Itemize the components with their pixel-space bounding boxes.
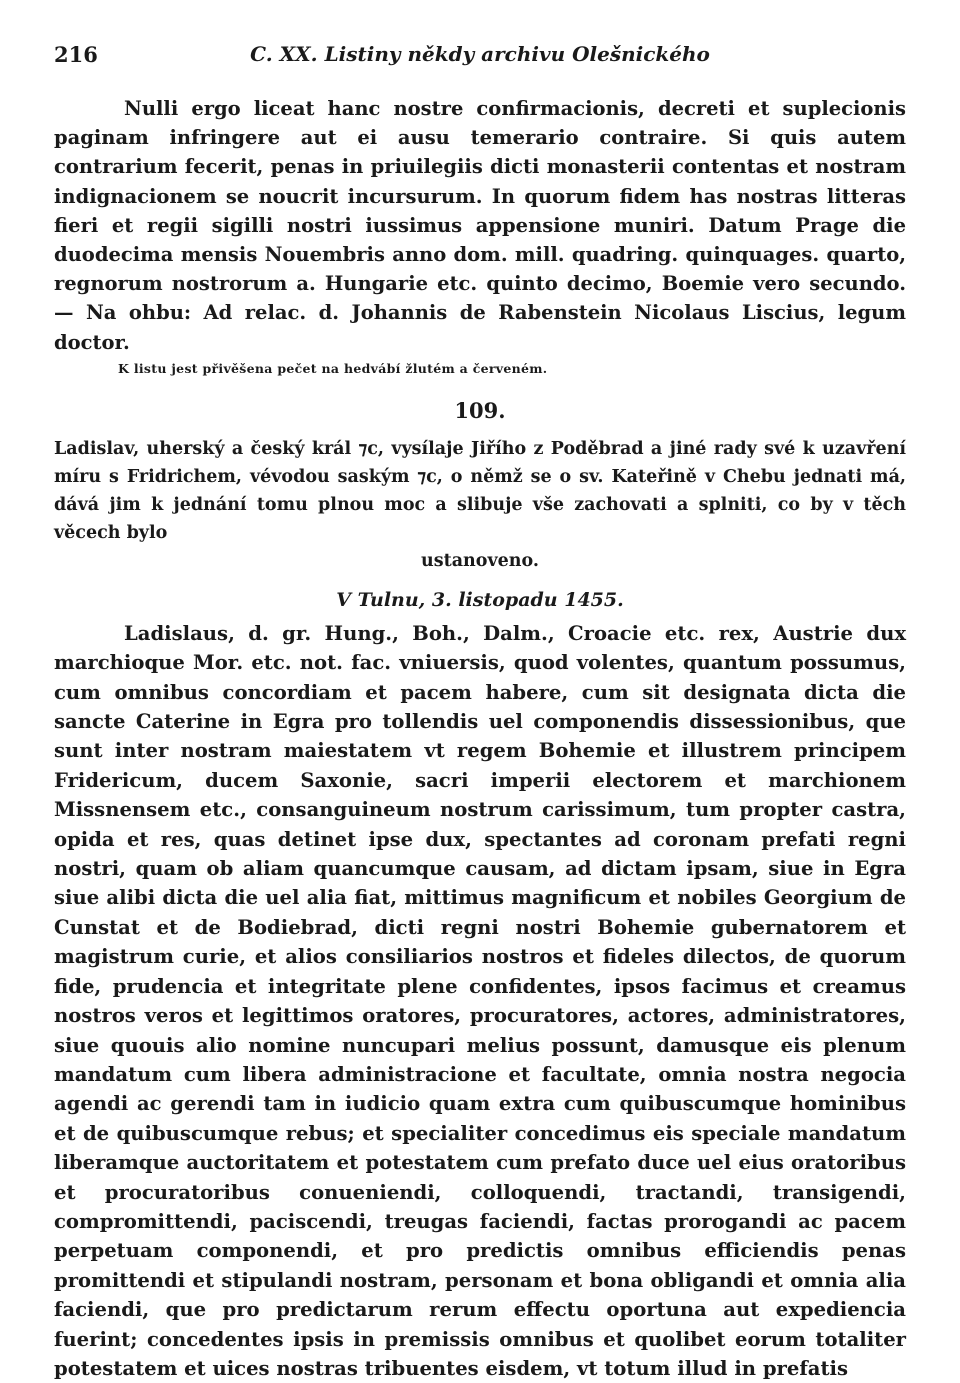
page-body: [54, 94, 906, 1383]
document-number: 109.: [454, 397, 506, 423]
document-place-date: V Tulnu, 3. listopadu 1455.: [336, 588, 624, 611]
running-title: C. XX. Listiny někdy archivu Olešnického: [250, 42, 710, 66]
document-regest-end: ustanoveno.: [421, 550, 539, 571]
document-main-text: [54, 619, 906, 1383]
page-number: 216: [54, 42, 98, 67]
page-header: [54, 42, 906, 72]
document-regest: Ladislav, uherský a český král ⁊c, vysílaje Jiřího z Poděbrad a jiné rady své k uzavření míru s Fridrichem, vévodou saským ⁊c, o němž se o sv. Kateřině v Chebu jednati má, dává jim k jednání tomu plnou moc a slibuje vše zachovati a splniti, co by v těch věcech bylo: [54, 438, 906, 543]
previous-document-closing-paragraph: Nulli ergo liceat hanc nostre confirmacionis, decreti et suplecionis paginam infringere aut ei ausu temerario contraire. Si quis autem contrarium fecerit, penas in priuilegiis dicti monasterii contentas et nostram indignacionem se noucrit incursurum. In quorum fidem has nostras litteras fieri et regii sigilli nostri iussimus appensione muniri. Datum Prage die duodecima mensis Nouembris anno dom. mill. quadring. quinquages. quarto, regnorum nostrorum a. Hungarie etc. quinto decimo, Boemie vero secundo. — Na ohbu: Ad relac. d. Johannis de Rabenstein Nicolaus Liscius, legum doctor.: [54, 97, 906, 354]
seal-note: K listu jest přivěšena pečet na hedvábí žlutém a červeném.: [118, 360, 548, 376]
document-text-paragraph: Ladislaus, d. gr. Hung., Boh., Dalm., Croacie etc. rex, Austrie dux marchioque Mor. etc. not. fac. vniuersis, quod volentes, quantum possumus, cum omnibus concordiam et pacem habere, cum sit designata dicta die sancte Caterine in Egra pro tollendis uel componendis dissessionibus, que sunt inter nostram maiestatem vt regem Bohemie et illustrem principem Fridericum, ducem Saxonie, sacri imperii electorem et marchionem Missnensem etc., consanguineum nostrum carissimum, tum propter castra, opida et res, quas detinet ipse dux, spectantes ad coronam prefati regni nostri, quam ob aliam quancumque causam, ad dictam ipsam, siue in Egra siue alibi dicta die uel alia fiat, mittimus magnificum et nobiles Georgium de Cunstat et de Bodiebrad, dicti regni nostri Bohemie gubernatorem et magistrum curie, et alios consiliarios nostros et fideles dilectos, de quorum fide, prudencia et integritate plene confidentes, ipsos facimus et creamus nostros veros et legittimos oratores, procuratores, actores, administratores, siue quouis alio nomine nuncupari melius possunt, damusque eis plenum mandatum cum libera administracione et facultate, omnia nostra negocia agendi ac gerendi tam in iudicio quam extra cum quibuscumque hominibus et de quibuscumque rebus; et specialiter concedimus eis speciale mandatum liberamque auctoritatem et potestatem cum prefato duce uel eius oratoribus et procuratoribus conueniendi, colloquendi, tractandi, transigendi, compromittendi, paciscendi, treugas faciendi, factas prorogandi ac pacem perpetuam componendi, et pro predictis omnibus efficiendis penas promittendi et stipulandi nostram, personam et bona obligandi et omnia alia faciendi, que pro predictarum rerum effectu oportuna aut expediencia fuerint; concedentes ipsis in premissis omnibus et quolibet eorum totaliter potestatem et uices nostras tribuentes eisdem, vt totum illud in prefatis: [54, 621, 906, 1380]
